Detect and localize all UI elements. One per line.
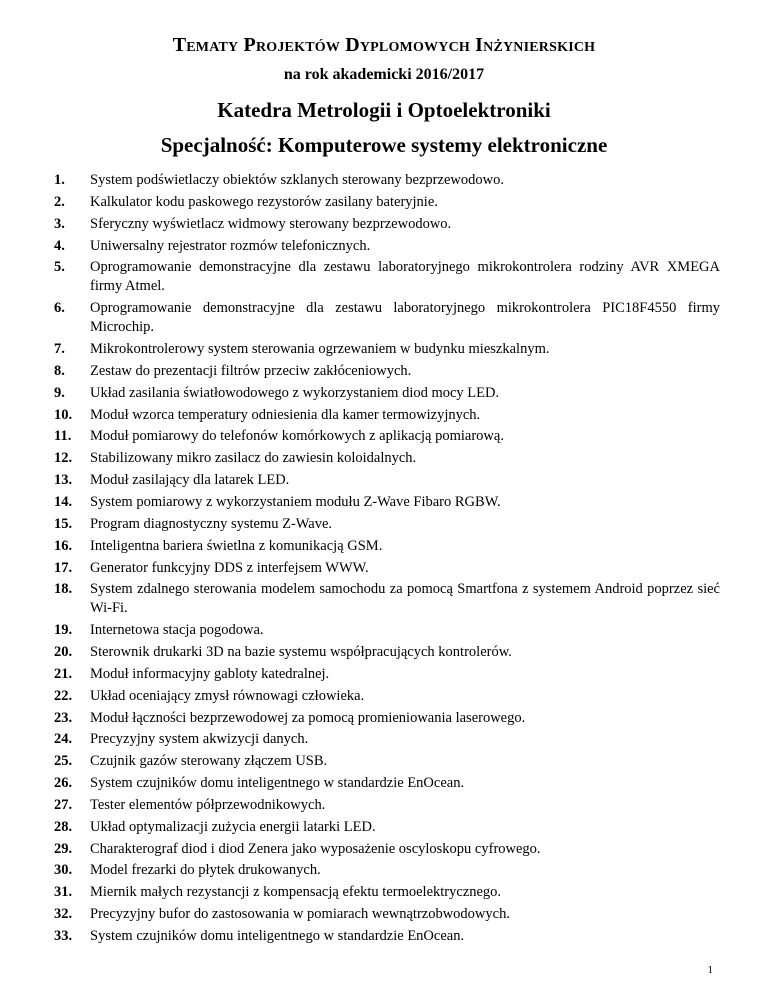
list-item [54,752,720,771]
topic-text: Sterownik drukarki 3D na bazie systemu współpracujących kontrolerów. [90,644,512,661]
topic-number: 11. [54,428,72,445]
topic-text: Moduł łączności bezprzewodowej za pomocą promieniowania laserowego. [90,709,526,726]
topic-number: 17. [54,559,73,576]
topic-text: Tester elementów półprzewodnikowych. [90,796,326,813]
topic-number: 12. [54,450,73,467]
topic-text: Oprogramowanie demonstracyjne dla zestawu laboratoryjnego mikrokontrolera rodziny AVR XMEGA firmy Atmel. [90,259,720,295]
topic-number: 2. [54,193,65,210]
list-item [54,215,720,234]
topic-number: 5. [54,259,65,276]
topic-text: Uniwersalny rejestrator rozmów telefonicznych. [90,237,371,254]
topic-number: 28. [54,818,73,835]
topic-text: Precyzyjny system akwizycji danych. [90,731,309,748]
topic-text: Program diagnostyczny systemu Z-Wave. [90,515,333,532]
list-item [54,665,720,684]
topic-number: 22. [54,687,73,704]
topic-text: Układ optymalizacji zużycia energii latarki LED. [90,818,376,835]
topic-number: 20. [54,644,73,661]
topic-number: 23. [54,709,73,726]
list-item [54,796,720,815]
topic-text: Zestaw do prezentacji filtrów przeciw zakłóceniowych. [90,362,412,379]
topic-text: Generator funkcyjny DDS z interfejsem WWW. [90,559,369,576]
topic-text: System czujników domu inteligentnego w standardzie EnOcean. [90,775,465,792]
topic-text: Internetowa stacja pogodowa. [90,622,264,639]
topic-number: 25. [54,753,73,770]
topic-number: 16. [54,537,73,554]
topic-number: 14. [54,493,73,510]
list-item [54,559,720,578]
list-item [54,537,720,556]
topic-number: 27. [54,796,73,813]
list-item [54,709,720,728]
topic-text: Kalkulator kodu paskowego rezystorów zasilany bateryjnie. [90,193,438,210]
list-item [54,406,720,425]
page-number: 1 [707,964,713,976]
topic-text: Moduł pomiarowy do telefonów komórkowych z aplikacją pomiarową. [90,428,504,445]
topic-text: System pomiarowy z wykorzystaniem modułu Z-Wave Fibaro RGBW. [90,493,501,510]
topic-number: 31. [54,884,73,901]
list-item [54,299,720,337]
topic-text: Czujnik gazów sterowany złączem USB. [90,753,328,770]
topic-text: Miernik małych rezystancji z kompensacją efektu termoelektrycznego. [90,884,502,901]
topic-text: Układ zasilania światłowodowego z wykorzystaniem diod mocy LED. [90,384,500,401]
topic-number: 30. [54,862,73,879]
list-item [54,258,720,296]
list-item [54,362,720,381]
topic-text: Moduł informacyjny gabloty katedralnej. [90,665,330,682]
list-item [54,730,720,749]
topic-number: 24. [54,731,73,748]
list-item [54,384,720,403]
topic-text: Układ oceniający zmysł równowagi człowieka. [90,687,365,704]
topic-number: 7. [54,341,65,358]
department-heading: Katedra Metrologii i Optoelektroniki [217,98,551,122]
topic-list [54,171,720,949]
topic-number: 13. [54,472,73,489]
list-item [54,580,720,618]
topic-number: 6. [54,300,65,317]
list-item [54,905,720,924]
topic-text: Mikrokontrolerowy system sterowania ogrzewaniem w budynku mieszkalnym. [90,341,550,358]
topic-text: Inteligentna bariera świetlna z komunikacją GSM. [90,537,383,554]
topic-number: 4. [54,237,65,254]
topic-number: 3. [54,215,65,232]
topic-number: 15. [54,515,73,532]
list-item [54,621,720,640]
list-item [54,515,720,534]
topic-text: Charakterograf diod i diod Zenera jako wyposażenie oscyloskopu cyfrowego. [90,840,541,857]
topic-number: 29. [54,840,73,857]
topic-number: 21. [54,665,73,682]
topic-number: 8. [54,362,65,379]
document-title: Tematy Projektów Dyplomowych Inżynierskich [172,34,596,56]
topic-text: Sferyczny wyświetlacz widmowy sterowany bezprzewodowo. [90,215,452,232]
list-item [54,493,720,512]
list-item [54,861,720,880]
list-item [54,471,720,490]
list-item [54,818,720,837]
topic-number: 1. [54,172,65,188]
topic-text: Moduł zasilający dla latarek LED. [90,472,290,489]
list-item [54,774,720,793]
topic-number: 9. [54,384,65,401]
list-item [54,927,720,946]
topic-number: 26. [54,775,73,792]
list-item [54,193,720,212]
topic-text: Moduł wzorca temperatury odniesienia dla kamer termowizyjnych. [90,406,481,423]
topic-number: 32. [54,906,73,923]
list-item [54,237,720,256]
topic-number: 10. [54,406,73,423]
list-item [54,449,720,468]
list-item [54,643,720,662]
list-item [54,340,720,359]
list-item [54,883,720,902]
topic-number: 19. [54,622,73,639]
topic-text: System zdalnego sterowania modelem samochodu za pomocą Smartfona z systemem Android poprzez sieć Wi-Fi. [90,581,720,617]
topic-text: Stabilizowany mikro zasilacz do zawiesin koloidalnych. [90,450,417,467]
topic-text: Precyzyjny bufor do zastosowania w pomiarach wewnątrzobwodowych. [90,906,510,923]
list-item [54,687,720,706]
list-item [54,171,720,190]
academic-year: na rok akademicki 2016/2017 [283,66,485,83]
topic-text: Oprogramowanie demonstracyjne dla zestawu laboratoryjnego mikrokontrolera PIC18F4550 firmy Microchip. [90,300,720,336]
topic-text: Model frezarki do płytek drukowanych. [90,862,321,879]
topic-number: 33. [54,928,73,944]
topic-text: System podświetlaczy obiektów szklanych sterowany bezprzewodowo. [90,172,504,188]
specialization-heading: Specjalność: Komputerowe systemy elektroniczne [160,133,608,157]
list-item [54,840,720,859]
topic-number: 18. [54,581,73,598]
list-item [54,427,720,446]
topic-text: System czujników domu inteligentnego w standardzie EnOcean. [90,928,465,944]
